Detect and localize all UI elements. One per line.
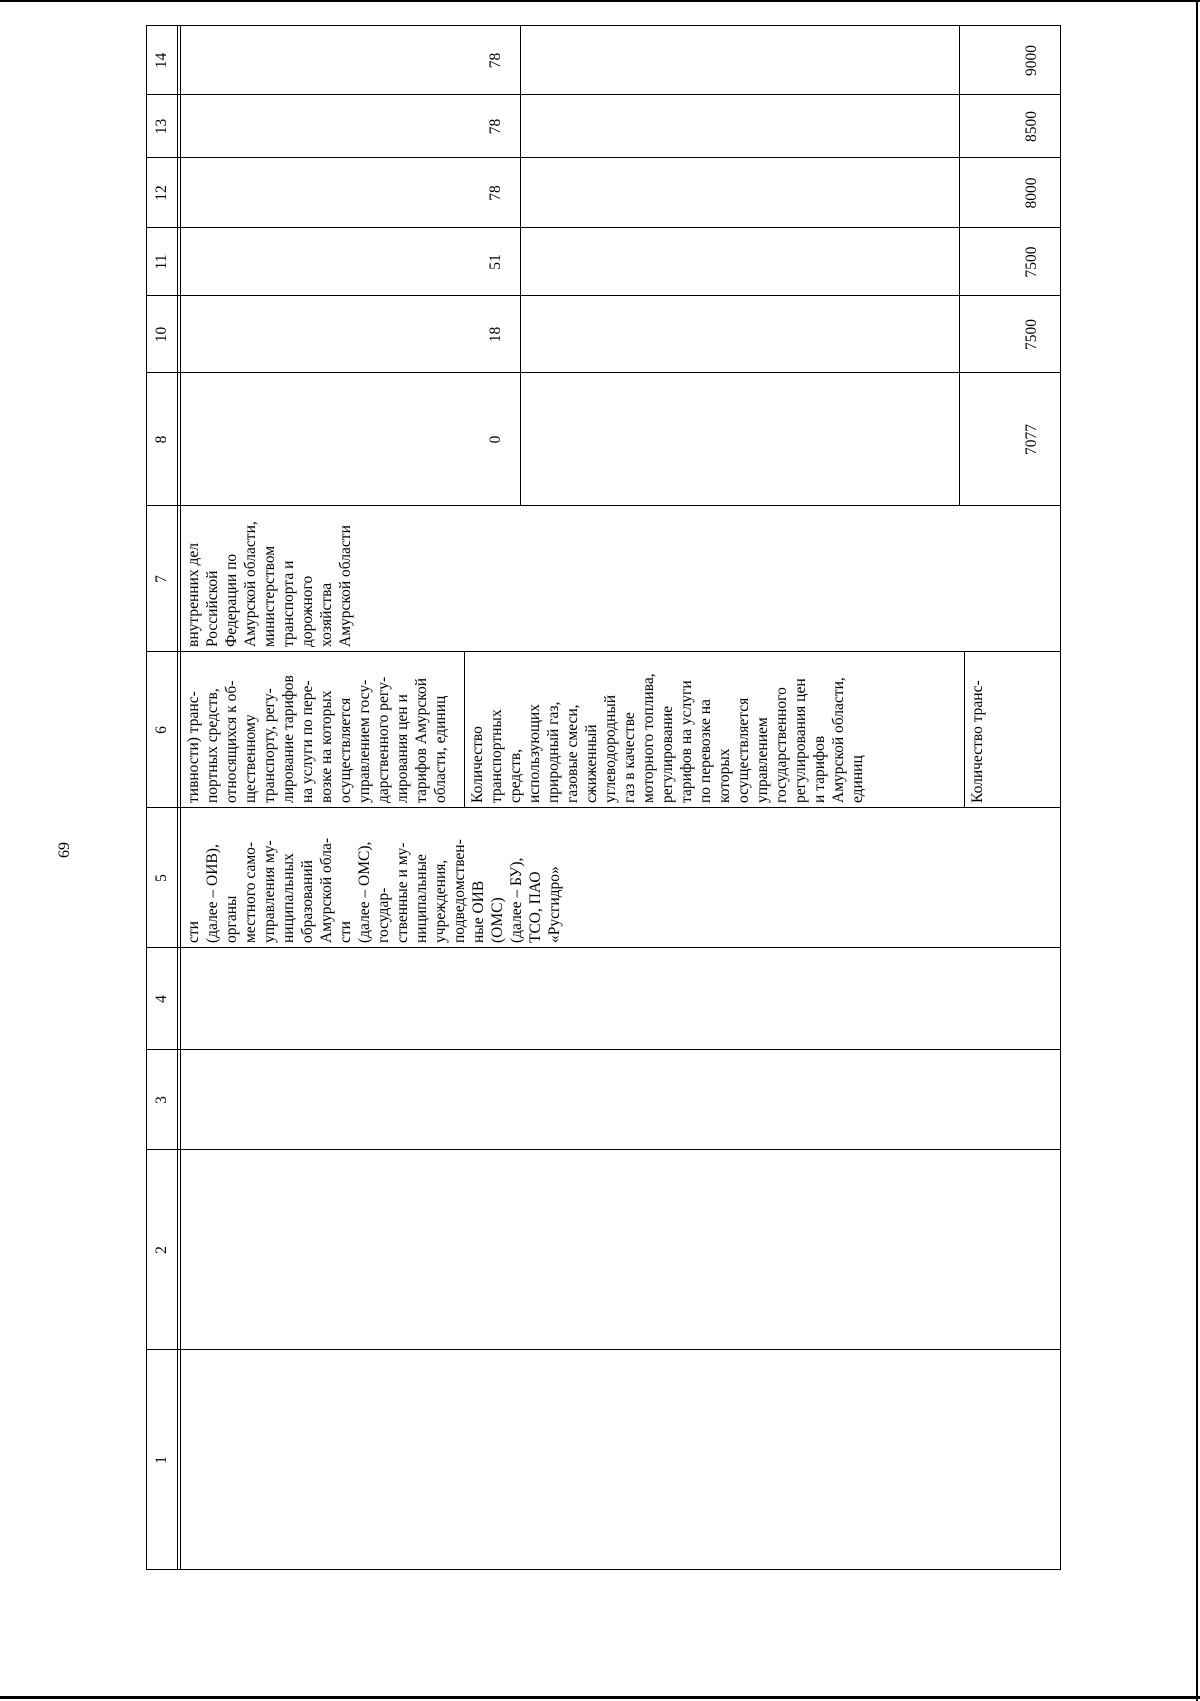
row3-col8-value: 7077 <box>1023 424 1040 455</box>
row3-col11-value: 7500 <box>1023 246 1040 278</box>
table-border-right <box>146 25 1061 26</box>
col-boundary-3 <box>146 1049 1061 1050</box>
col-boundary-2 <box>146 1149 1061 1150</box>
table-border-left <box>146 1569 1061 1570</box>
header-col-8: 8 <box>153 435 170 444</box>
data-row-rule-1 <box>520 25 521 506</box>
col6-indicator-2: Количество транспортных средств, использующих природный газ, газовые смеси, сжиженный углеводородный газ в качестве моторного топлива, регулирование тарифов на услуги по перевозке на которых осуществляется управлением государственного регулирования цен и тарифов Амурской области, единиц <box>469 673 866 803</box>
row2-col12-value: 78 <box>487 185 504 201</box>
row3-col15-value <box>1022 25 1052 26</box>
col-boundary-1 <box>146 1349 1061 1350</box>
col-boundary-8 <box>146 372 1061 373</box>
header-col-14: 14 <box>153 52 170 69</box>
col-boundary-9 <box>146 295 1061 296</box>
header-col-12: 12 <box>153 185 170 201</box>
col6-indicator-3: Количество транс- <box>969 680 986 803</box>
row3-col13-value: 8500 <box>1023 111 1040 142</box>
page-border-right <box>1196 0 1198 1701</box>
page-number: 69 <box>56 842 73 858</box>
rotated-table <box>146 25 1061 1570</box>
header-col-5: 5 <box>153 874 170 882</box>
page-border-bottom <box>0 1696 1200 1699</box>
row2-col11-value: 51 <box>487 254 504 270</box>
data-row-rule-2 <box>959 25 960 506</box>
header-col-13: 13 <box>153 118 170 135</box>
header-col-3: 3 <box>153 1096 170 1104</box>
row2-col8-value: 0 <box>487 435 504 444</box>
row2-col14-value: 78 <box>487 52 504 69</box>
row2-col15-value <box>486 25 516 26</box>
page-border-top <box>0 0 1200 2</box>
col-boundary-10 <box>146 227 1061 228</box>
col6-indicator-1: тивности) транс- портных средств, относящихся к об- щественному транспорту, регу- лирование тарифов на услуги по пере- возке на которых осуществляется управлением госу- дарственного регу- лирования цен и тарифов Амурской области, единиц <box>185 675 449 803</box>
col5-executors-text: сти (далее – ОИВ), органы местного само- управления му- ниципальных образований Амурской обла- сти (далее – ОМС), государ- ственные и му- ниципальные учреждения, подведомствен- ные ОИВ (ОМС) (далее – БУ), ТСО, ПАО «Русгидро» <box>185 837 563 943</box>
header-col-7: 7 <box>153 575 170 583</box>
header-col-15 <box>146 25 177 26</box>
row2-col13-value: 78 <box>487 118 504 135</box>
header-col-10: 10 <box>153 326 170 343</box>
table-border-bottom <box>1060 25 1061 1570</box>
header-col-11: 11 <box>153 254 170 270</box>
row3-col14-value: 9000 <box>1023 45 1040 76</box>
header-col-1: 1 <box>153 1456 170 1464</box>
header-col-4: 4 <box>153 995 170 1003</box>
row2-col10-value: 18 <box>487 326 504 343</box>
col-boundary-11 <box>146 157 1061 158</box>
col7-responsible-text: внутренних дел Российской Федерации по Амурской области, министерством транспорта и дорожного хозяйства Амурской области <box>185 521 354 647</box>
header-bottom-rule <box>177 25 178 1570</box>
header-col-6: 6 <box>153 726 170 734</box>
col-boundary-12 <box>146 94 1061 95</box>
row3-col10-value: 7500 <box>1023 319 1040 350</box>
header-col-2: 2 <box>153 1246 170 1254</box>
row3-col12-value: 8000 <box>1023 177 1040 209</box>
